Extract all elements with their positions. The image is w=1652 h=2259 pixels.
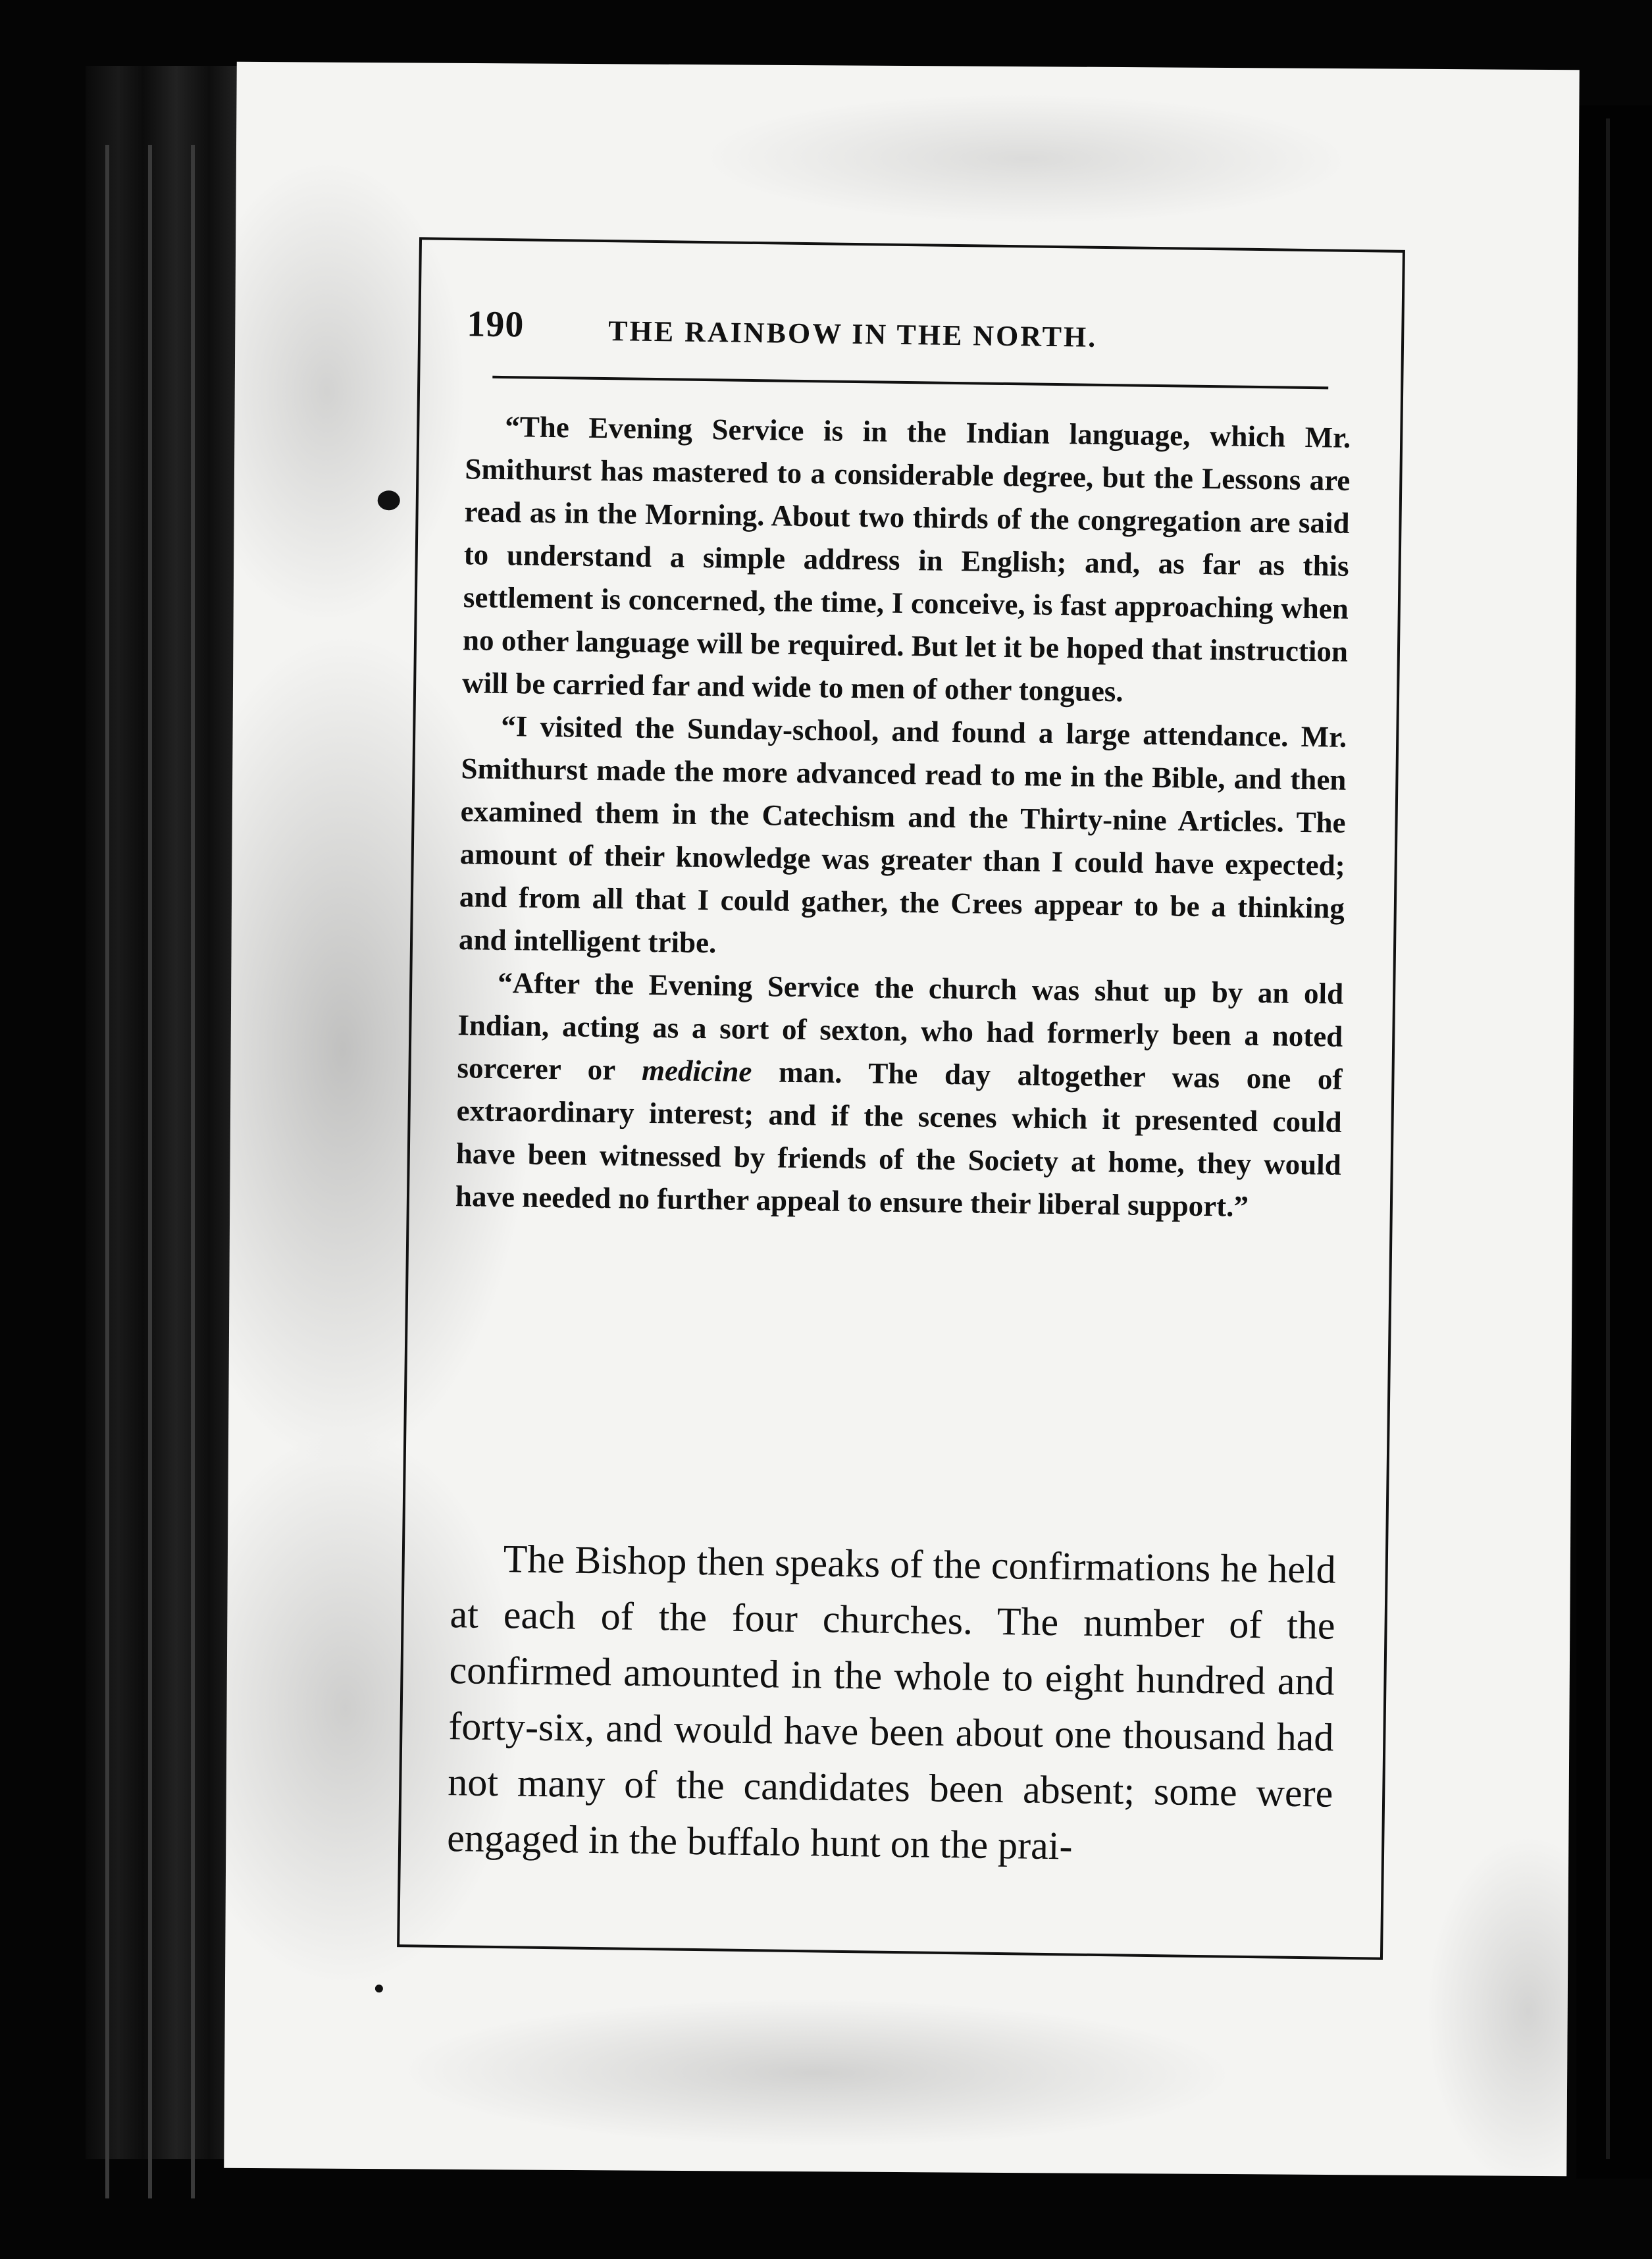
quoted-passage [455, 405, 1351, 1229]
binding-edge-line [148, 145, 152, 2198]
quote-paragraph: “I visited the Sunday-school, and found a large attendance. Mr. Smithurst made the more advanced read to me in the Bible, and then examined them in the Catechism and the Thirty-nine Articles. The amount of their knowledge was greater than I could have expected; and from all that I could gather, the Crees appear to be a thinking and intelligent tribe. [458, 709, 1347, 960]
quote-paragraph: “The Evening Service is in the Indian language, which Mr. Smithurst has mastered to a considerable degree, but the Lessons are read as in the Morning. About two thirds of the congregation are said to understand a simple address in English; and, as far as this settlement is concerned, the time, I conceive, is fast approaching when no other language will be required. But let it be hoped that instruction will be carried far and wide to men of other tongues. [461, 410, 1351, 708]
body-paragraph: The Bishop then speaks of the confirmations he held at each of the four churches. The number of the confirmed amounted in the whole to eight hundred and forty-six, and would have been about one thousand had not many of the candidates been absent; some were engaged in the buffalo hunt on the prai- [446, 1537, 1337, 1868]
page-header [467, 303, 1356, 367]
page-number: 190 [466, 303, 525, 346]
right-page-edge [1576, 105, 1652, 2179]
running-head: THE RAINBOW IN THE NORTH. [607, 315, 1098, 353]
body-text [447, 1530, 1337, 1878]
italic-word: medicine [641, 1053, 752, 1089]
quote-text: man. The day altogether was one of extraordinary interest; and if the scenes which it presented could have been witnessed by friends of the Society at home, they would have needed no further appeal to ensure their liberal support.” [455, 1055, 1343, 1223]
binding-edge-line [105, 145, 109, 2198]
printed-text-frame [397, 237, 1405, 1960]
right-edge-line [1606, 118, 1610, 2159]
quote-text: “After the Evening Service the church was shut up by an old Indian, acting as a sort of sexton, who had formerly been a noted sorcerer or [457, 966, 1344, 1087]
quote-paragraph [455, 961, 1344, 1230]
ink-speck [375, 1985, 383, 1992]
binding-edge-line [191, 145, 195, 2198]
header-rule [492, 376, 1328, 390]
ink-speck [378, 490, 400, 510]
